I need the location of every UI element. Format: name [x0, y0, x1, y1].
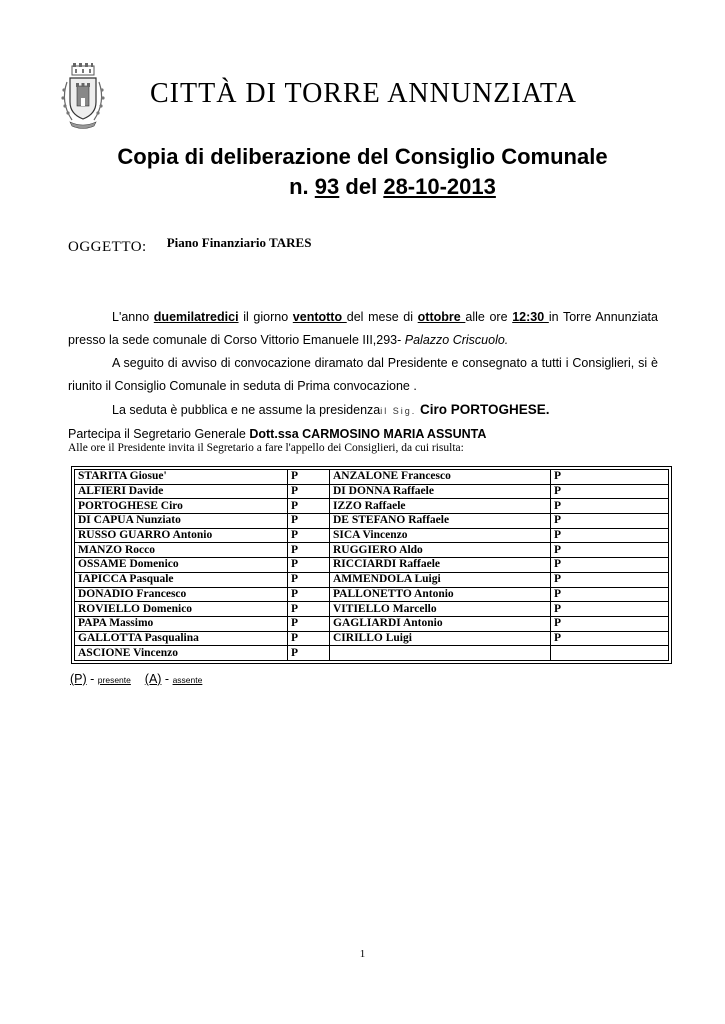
legend-absent-text: assente [172, 675, 203, 685]
attendance-status: P [288, 572, 330, 587]
table-row [75, 602, 669, 617]
text-fragment: presso la sede comunale di Corso Vittorio Emanuele III,293- [68, 333, 405, 347]
councillor-name: PAPA Massimo [75, 616, 288, 631]
councillor-name: MANZO Rocco [75, 543, 288, 558]
intro-paragraph-4: riunito il Consiglio Comunale in seduta di Prima convocazione . [68, 379, 417, 393]
intro-text [68, 306, 658, 446]
text-fragment: del mese di [346, 310, 418, 324]
attendance-status: P [288, 558, 330, 573]
councillor-name: PALLONETTO Antonio [330, 587, 551, 602]
table-row [75, 587, 669, 602]
session-place: Palazzo Criscuolo. [404, 333, 509, 347]
table-row [75, 528, 669, 543]
councillor-name: ASCIONE Vincenzo [75, 646, 288, 661]
legend-absent-code: (A) [144, 672, 162, 686]
councillor-name: GAGLIARDI Antonio [330, 616, 551, 631]
attendance-status: P [288, 499, 330, 514]
table-row [75, 558, 669, 573]
councillor-name: RICCIARDI Raffaele [330, 558, 551, 573]
text-fragment: La seduta è pubblica e ne assume la presidenza [112, 403, 381, 417]
subject-line [68, 235, 312, 256]
table-row [75, 631, 669, 646]
councillor-name: DI DONNA Raffaele [330, 484, 551, 499]
councillor-name: DONADIO Francesco [75, 587, 288, 602]
councillor-name: GALLOTTA Pasqualina [75, 631, 288, 646]
councillor-name: RUSSO GUARRO Antonio [75, 528, 288, 543]
deliberation-number: 93 [314, 174, 340, 199]
attendance-status: P [551, 572, 669, 587]
councillor-name: IAPICCA Pasquale [75, 572, 288, 587]
attendance-table [71, 466, 672, 664]
councillor-name: IZZO Raffaele [330, 499, 551, 514]
intro-paragraph-3: A seguito di avviso di convocazione diramato dal Presidente e consegnato a tutti i Consiglieri, si è [112, 356, 658, 370]
table-row [75, 543, 669, 558]
councillor-name: DI CAPUA Nunziato [75, 514, 288, 529]
deliberation-date: 28-10-2013 [383, 174, 496, 199]
attendance-legend [70, 672, 202, 686]
attendance-status: P [551, 528, 669, 543]
councillor-name: ROVIELLO Domenico [75, 602, 288, 617]
deliberation-number-line [0, 172, 725, 202]
councillor-name: SICA Vincenzo [330, 528, 551, 543]
intro-paragraph-1 [68, 306, 658, 329]
session-day: ventotto [292, 310, 347, 324]
councillor-name: RUGGIERO Aldo [330, 543, 551, 558]
date-prefix: del [345, 174, 378, 199]
president-title: il Sig. [380, 406, 417, 416]
legend-present-text: presente [97, 675, 131, 685]
attendance-grid [74, 469, 669, 661]
councillor-name: ANZALONE Francesco [330, 470, 551, 485]
table-row [75, 514, 669, 529]
subject-label: OGGETTO: [68, 239, 147, 255]
councillor-name: AMMENDOLA Luigi [330, 572, 551, 587]
councillor-name: ALFIERI Davide [75, 484, 288, 499]
text-fragment: L'anno [112, 310, 154, 324]
table-row [75, 484, 669, 499]
city-crest-icon [58, 62, 108, 132]
legend-separator: - [86, 672, 98, 686]
attendance-status: P [288, 470, 330, 485]
councillor-name: CIRILLO Luigi [330, 631, 551, 646]
attendance-status: P [288, 543, 330, 558]
attendance-status: P [288, 528, 330, 543]
attendance-status: P [551, 499, 669, 514]
attendance-status: P [551, 484, 669, 499]
legend-separator: - [161, 672, 173, 686]
attendance-status: P [551, 587, 669, 602]
president-name: Ciro PORTOGHESE. [416, 402, 550, 417]
attendance-status: P [551, 616, 669, 631]
attendance-status: P [288, 631, 330, 646]
attendance-status: P [288, 602, 330, 617]
table-row [75, 616, 669, 631]
attendance-status: P [551, 602, 669, 617]
legend-present-code: (P) [70, 672, 87, 686]
city-title: CITTÀ DI TORRE ANNUNZIATA [150, 78, 577, 109]
session-year: duemilatredici [153, 310, 239, 324]
intro-paragraph-2 [68, 329, 658, 352]
intro-paragraph-5 [68, 398, 658, 423]
attendance-status: P [288, 514, 330, 529]
table-row [75, 470, 669, 485]
roll-call-text: Alle ore il Presidente invita il Segretario a fare l'appello dei Consiglieri, da cui risulta: [68, 442, 464, 454]
attendance-status: P [551, 543, 669, 558]
session-month: ottobre [417, 310, 466, 324]
attendance-status: P [551, 558, 669, 573]
text-fragment: in Torre Annunziata [548, 310, 658, 324]
councillor-name: STARITA Giosue' [75, 470, 288, 485]
number-prefix: n. [289, 174, 309, 199]
deliberation-title [0, 142, 725, 202]
councillor-name [330, 646, 551, 661]
secretary-name: Dott.ssa CARMOSINO MARIA ASSUNTA [249, 427, 487, 441]
councillor-name: VITIELLO Marcello [330, 602, 551, 617]
attendance-status [551, 646, 669, 661]
session-time: 12:30 [512, 310, 549, 324]
page-number: 1 [359, 948, 366, 960]
attendance-status: P [288, 484, 330, 499]
councillor-name: PORTOGHESE Ciro [75, 499, 288, 514]
attendance-status: P [551, 631, 669, 646]
table-row [75, 572, 669, 587]
subject-value: Piano Finanziario TARES [166, 235, 312, 250]
councillor-name: OSSAME Domenico [75, 558, 288, 573]
councillor-name: DE STEFANO Raffaele [330, 514, 551, 529]
deliberation-title-line1: Copia di deliberazione del Consiglio Comunale [117, 144, 608, 169]
attendance-status: P [288, 616, 330, 631]
attendance-status: P [288, 587, 330, 602]
table-row [75, 646, 669, 661]
attendance-status: P [551, 514, 669, 529]
text-fragment: alle ore [465, 310, 513, 324]
attendance-status: P [288, 646, 330, 661]
text-fragment: Partecipa il Segretario Generale [68, 427, 250, 441]
attendance-status: P [551, 470, 669, 485]
table-row [75, 499, 669, 514]
text-fragment: il giorno [238, 310, 293, 324]
